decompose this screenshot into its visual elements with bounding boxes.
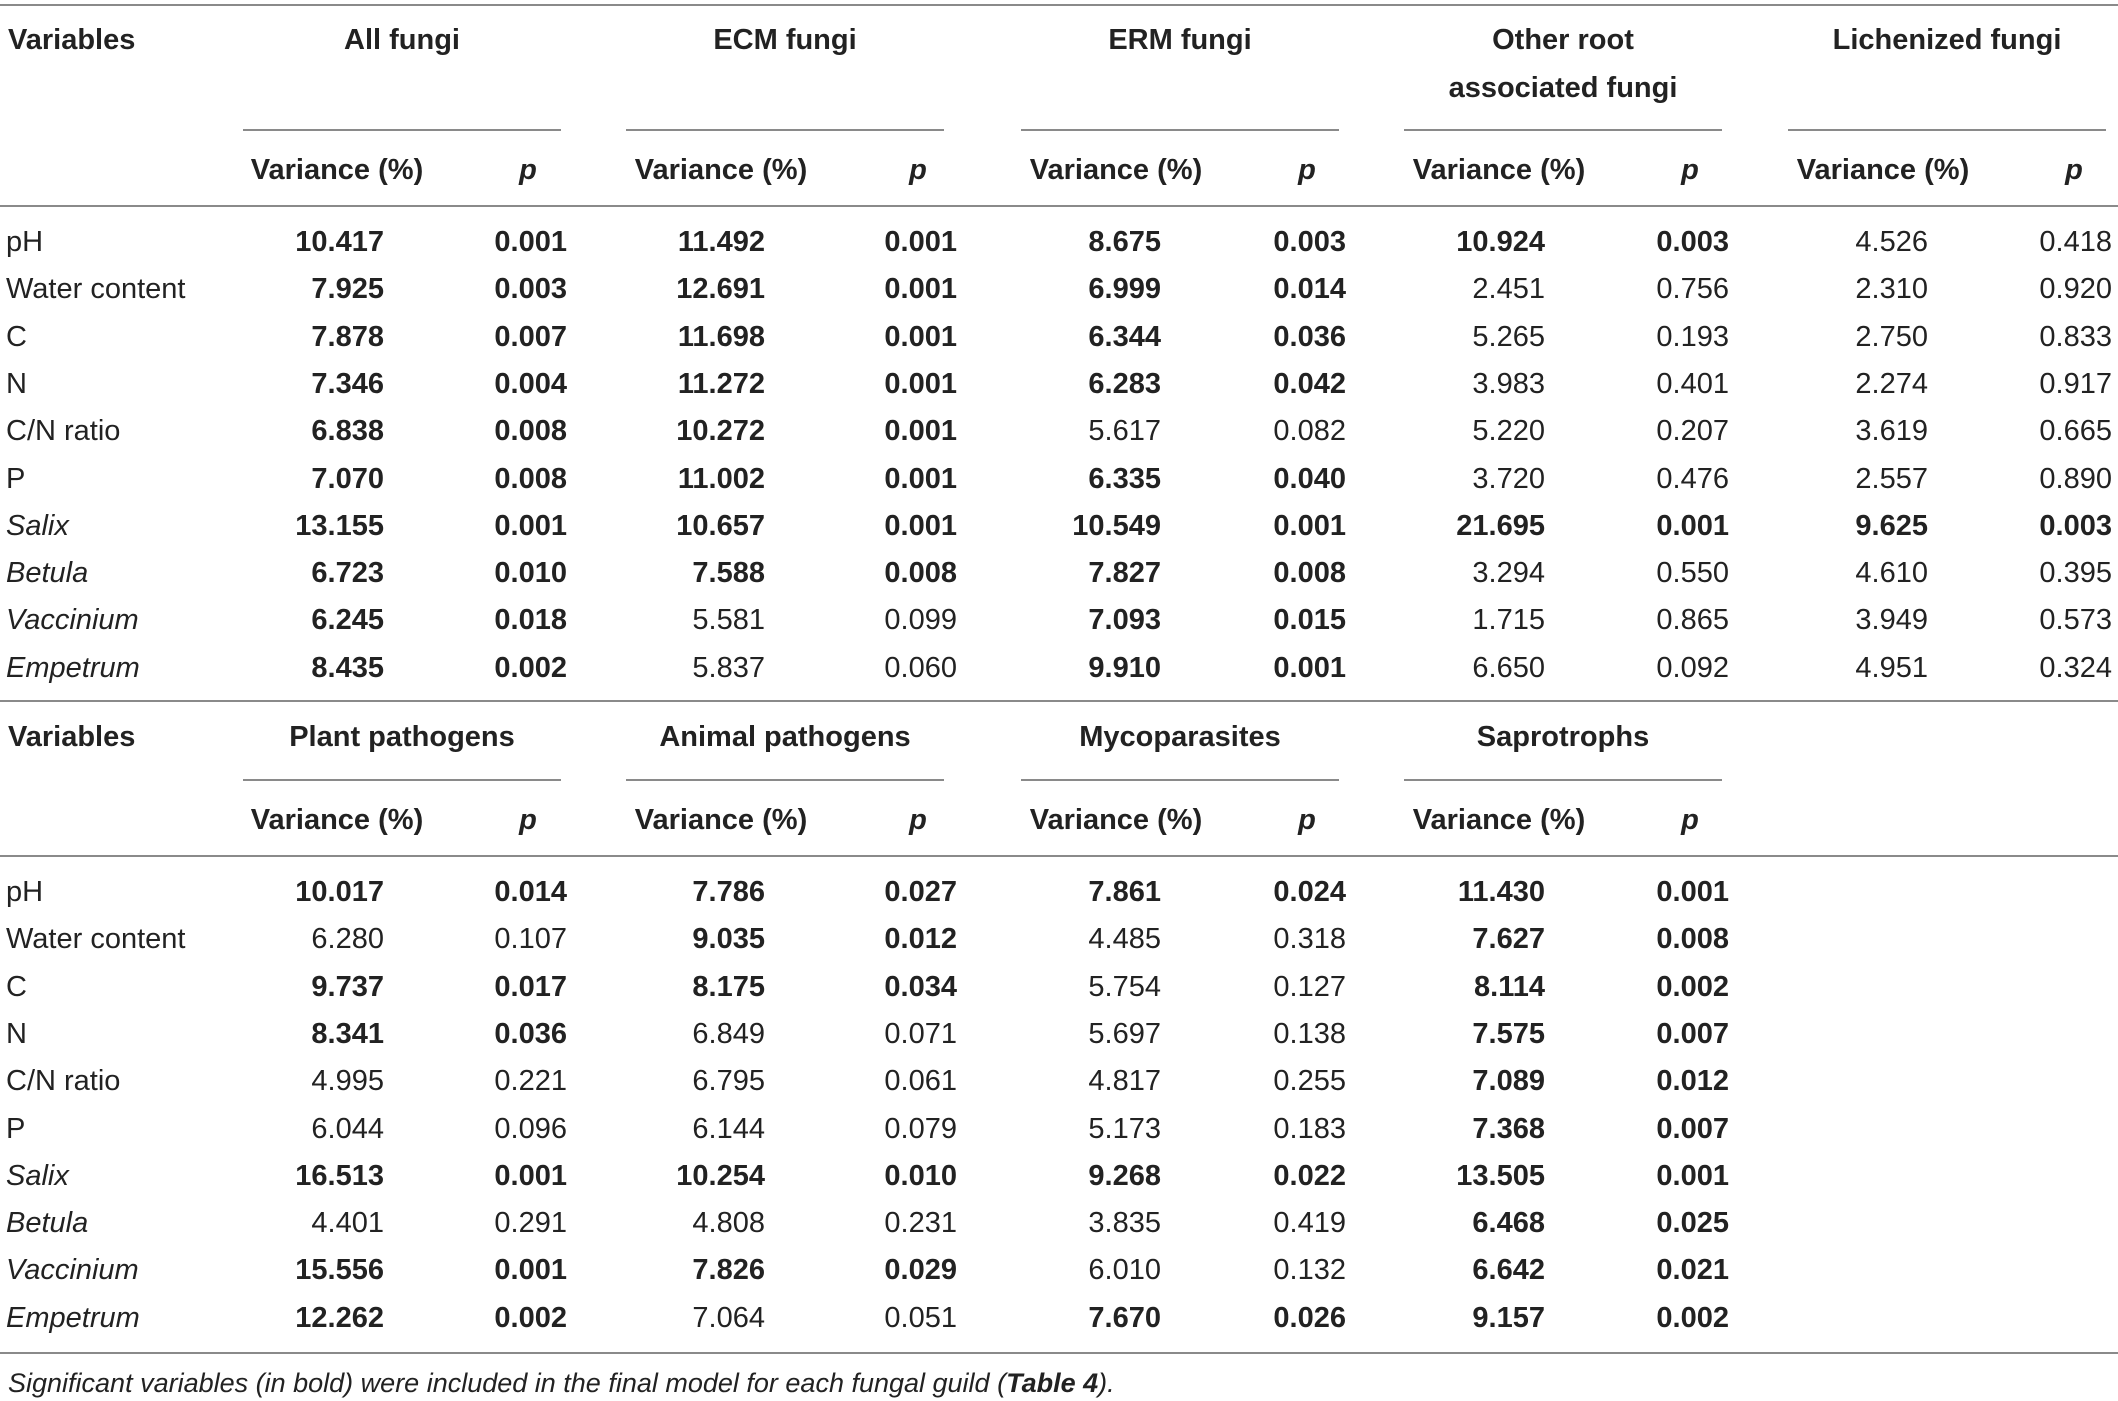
group-header: ERM fungi xyxy=(1108,24,1252,56)
variance-cell: 4.808 xyxy=(692,1207,765,1239)
p-value-cell: 0.001 xyxy=(494,1160,567,1192)
p-value-cell: 0.061 xyxy=(884,1065,957,1097)
variance-cell: 5.173 xyxy=(1088,1113,1161,1145)
section-bottom-rule xyxy=(0,1352,2118,1354)
variance-cell: 3.294 xyxy=(1472,557,1545,589)
p-value-cell: 0.014 xyxy=(494,876,567,908)
p-value-cell: 0.008 xyxy=(1656,923,1729,955)
p-value-cell: 0.865 xyxy=(1656,604,1729,636)
row-label: pH xyxy=(6,876,44,908)
p-value-cell: 0.001 xyxy=(884,273,957,305)
variance-cell: 6.283 xyxy=(1088,368,1161,400)
p-value-cell: 0.401 xyxy=(1656,368,1729,400)
p-value-cell: 0.476 xyxy=(1656,463,1729,495)
variance-subheader: Variance (%) xyxy=(1412,804,1586,836)
p-value-cell: 0.132 xyxy=(1273,1254,1346,1286)
variance-cell: 6.642 xyxy=(1472,1254,1545,1286)
variance-cell: 5.754 xyxy=(1088,971,1161,1003)
p-value-cell: 0.001 xyxy=(494,510,567,542)
group-underline xyxy=(1404,129,1722,131)
p-value-cell: 0.024 xyxy=(1273,876,1346,908)
p-subheader: p xyxy=(2065,154,2083,186)
p-subheader: p xyxy=(1298,154,1316,186)
p-value-cell: 0.036 xyxy=(494,1018,567,1050)
p-value-cell: 0.833 xyxy=(2039,321,2112,353)
variance-cell: 3.619 xyxy=(1855,415,1928,447)
p-value-cell: 0.040 xyxy=(1273,463,1346,495)
variance-cell: 6.144 xyxy=(692,1113,765,1145)
row-label: Empetrum xyxy=(6,1302,140,1334)
variance-cell: 10.549 xyxy=(1072,510,1161,542)
variance-subheader: Variance (%) xyxy=(1796,154,1970,186)
variables-header: Variables xyxy=(8,721,136,753)
p-value-cell: 0.221 xyxy=(494,1065,567,1097)
row-label: Vaccinium xyxy=(6,1254,139,1286)
variance-cell: 6.723 xyxy=(311,557,384,589)
row-label: Vaccinium xyxy=(6,604,139,636)
variance-subheader: Variance (%) xyxy=(250,154,424,186)
row-label: P xyxy=(6,1113,26,1145)
p-subheader: p xyxy=(1681,804,1699,836)
footnote-table-ref: Table 4 xyxy=(1006,1368,1099,1398)
table-top-rule xyxy=(0,4,2118,6)
p-value-cell: 0.920 xyxy=(2039,273,2112,305)
p-value-cell: 0.231 xyxy=(884,1207,957,1239)
variance-cell: 12.262 xyxy=(295,1302,384,1334)
p-value-cell: 0.107 xyxy=(494,923,567,955)
variance-cell: 3.949 xyxy=(1855,604,1928,636)
variance-cell: 4.485 xyxy=(1088,923,1161,955)
p-value-cell: 0.051 xyxy=(884,1302,957,1334)
p-subheader: p xyxy=(1681,154,1699,186)
row-label: C/N ratio xyxy=(6,415,121,447)
group-header: Animal pathogens xyxy=(659,721,911,753)
header-rule xyxy=(0,205,2118,207)
p-value-cell: 0.008 xyxy=(494,415,567,447)
row-label: pH xyxy=(6,226,44,258)
variance-cell: 7.925 xyxy=(311,273,384,305)
variance-cell: 7.093 xyxy=(1088,604,1161,636)
p-value-cell: 0.010 xyxy=(494,557,567,589)
p-value-cell: 0.001 xyxy=(494,226,567,258)
variance-cell: 5.697 xyxy=(1088,1018,1161,1050)
row-label: Empetrum xyxy=(6,652,140,684)
p-value-cell: 0.318 xyxy=(1273,923,1346,955)
variance-cell: 3.720 xyxy=(1472,463,1545,495)
p-value-cell: 0.012 xyxy=(884,923,957,955)
variance-cell: 7.064 xyxy=(692,1302,765,1334)
p-value-cell: 0.890 xyxy=(2039,463,2112,495)
section-bottom-rule xyxy=(0,700,2118,702)
variance-cell: 8.114 xyxy=(1474,971,1545,1003)
p-value-cell: 0.003 xyxy=(1656,226,1729,258)
group-header: Mycoparasites xyxy=(1079,721,1281,753)
variance-cell: 9.737 xyxy=(311,971,384,1003)
p-value-cell: 0.015 xyxy=(1273,604,1346,636)
p-value-cell: 0.001 xyxy=(494,1254,567,1286)
row-label: Betula xyxy=(6,557,89,589)
variance-cell: 10.254 xyxy=(676,1160,765,1192)
variance-cell: 7.070 xyxy=(311,463,384,495)
variance-subheader: Variance (%) xyxy=(634,804,808,836)
p-value-cell: 0.003 xyxy=(1273,226,1346,258)
p-value-cell: 0.291 xyxy=(494,1207,567,1239)
p-subheader: p xyxy=(519,804,537,836)
p-value-cell: 0.014 xyxy=(1273,273,1346,305)
group-underline xyxy=(243,129,561,131)
variance-cell: 7.627 xyxy=(1472,923,1545,955)
variance-cell: 7.368 xyxy=(1472,1113,1545,1145)
group-underline xyxy=(626,129,944,131)
variance-cell: 16.513 xyxy=(295,1160,384,1192)
variance-cell: 4.526 xyxy=(1855,226,1928,258)
p-value-cell: 0.418 xyxy=(2039,226,2112,258)
group-underline xyxy=(626,779,944,781)
p-value-cell: 0.079 xyxy=(884,1113,957,1145)
row-label: C xyxy=(6,321,27,353)
p-value-cell: 0.008 xyxy=(1273,557,1346,589)
p-subheader: p xyxy=(1298,804,1316,836)
variance-subheader: Variance (%) xyxy=(634,154,808,186)
variance-cell: 8.175 xyxy=(692,971,765,1003)
variance-subheader: Variance (%) xyxy=(1029,804,1203,836)
variance-cell: 7.575 xyxy=(1472,1018,1545,1050)
group-underline xyxy=(1021,129,1339,131)
variance-cell: 5.617 xyxy=(1088,415,1161,447)
variance-cell: 6.468 xyxy=(1472,1207,1545,1239)
p-value-cell: 0.018 xyxy=(494,604,567,636)
p-value-cell: 0.419 xyxy=(1273,1207,1346,1239)
variance-cell: 9.910 xyxy=(1088,652,1161,684)
group-underline xyxy=(1788,129,2106,131)
row-label: C xyxy=(6,971,27,1003)
row-label: P xyxy=(6,463,26,495)
p-value-cell: 0.007 xyxy=(1656,1018,1729,1050)
variance-cell: 9.157 xyxy=(1472,1302,1545,1334)
variance-cell: 3.835 xyxy=(1088,1207,1161,1239)
group-header: ECM fungi xyxy=(713,24,857,56)
variance-cell: 5.265 xyxy=(1472,321,1545,353)
p-value-cell: 0.001 xyxy=(1273,510,1346,542)
p-value-cell: 0.001 xyxy=(1656,876,1729,908)
p-value-cell: 0.003 xyxy=(2039,510,2112,542)
variance-cell: 7.089 xyxy=(1472,1065,1545,1097)
p-value-cell: 0.017 xyxy=(494,971,567,1003)
variance-cell: 4.951 xyxy=(1855,652,1928,684)
p-value-cell: 0.127 xyxy=(1273,971,1346,1003)
footnote-text-end: ). xyxy=(1098,1368,1115,1398)
variance-cell: 6.044 xyxy=(311,1113,384,1145)
variance-cell: 10.272 xyxy=(676,415,765,447)
p-value-cell: 0.002 xyxy=(494,652,567,684)
p-value-cell: 0.071 xyxy=(884,1018,957,1050)
p-value-cell: 0.008 xyxy=(884,557,957,589)
variance-subheader: Variance (%) xyxy=(1029,154,1203,186)
p-value-cell: 0.917 xyxy=(2039,368,2112,400)
p-subheader: p xyxy=(519,154,537,186)
p-value-cell: 0.001 xyxy=(884,321,957,353)
p-value-cell: 0.092 xyxy=(1656,652,1729,684)
variance-cell: 7.786 xyxy=(692,876,765,908)
variance-cell: 4.817 xyxy=(1088,1065,1161,1097)
p-value-cell: 0.001 xyxy=(884,510,957,542)
variance-cell: 3.983 xyxy=(1472,368,1545,400)
p-value-cell: 0.007 xyxy=(1656,1113,1729,1145)
p-value-cell: 0.029 xyxy=(884,1254,957,1286)
variance-cell: 2.451 xyxy=(1472,273,1545,305)
p-value-cell: 0.096 xyxy=(494,1113,567,1145)
p-value-cell: 0.138 xyxy=(1273,1018,1346,1050)
variance-cell: 9.035 xyxy=(692,923,765,955)
p-value-cell: 0.550 xyxy=(1656,557,1729,589)
variance-cell: 7.878 xyxy=(311,321,384,353)
p-value-cell: 0.025 xyxy=(1656,1207,1729,1239)
row-label: Water content xyxy=(6,923,186,955)
table-footnote xyxy=(8,1366,1115,1400)
p-value-cell: 0.034 xyxy=(884,971,957,1003)
group-underline xyxy=(1404,779,1722,781)
p-value-cell: 0.003 xyxy=(494,273,567,305)
p-subheader: p xyxy=(909,804,927,836)
variance-cell: 7.588 xyxy=(692,557,765,589)
variance-cell: 5.837 xyxy=(692,652,765,684)
p-value-cell: 0.021 xyxy=(1656,1254,1729,1286)
p-value-cell: 0.010 xyxy=(884,1160,957,1192)
p-value-cell: 0.002 xyxy=(494,1302,567,1334)
variance-cell: 1.715 xyxy=(1472,604,1545,636)
header-rule xyxy=(0,855,2118,857)
variance-cell: 21.695 xyxy=(1456,510,1545,542)
variance-cell: 11.430 xyxy=(1457,876,1545,908)
variance-subheader: Variance (%) xyxy=(1412,154,1586,186)
p-value-cell: 0.001 xyxy=(884,368,957,400)
group-header: Plant pathogens xyxy=(289,721,515,753)
variance-cell: 7.826 xyxy=(692,1254,765,1286)
variance-cell: 10.017 xyxy=(295,876,384,908)
variance-cell: 8.675 xyxy=(1088,226,1161,258)
variance-cell: 2.274 xyxy=(1855,368,1928,400)
group-header: Other root xyxy=(1492,24,1634,56)
footnote-text: Significant variables (in bold) were included in the final model for each fungal guild ( xyxy=(8,1368,1007,1398)
variance-cell: 4.610 xyxy=(1855,557,1928,589)
variance-cell: 6.344 xyxy=(1088,321,1161,353)
variables-header: Variables xyxy=(8,24,136,56)
p-value-cell: 0.001 xyxy=(884,463,957,495)
group-underline xyxy=(1021,779,1339,781)
variance-cell: 13.505 xyxy=(1456,1160,1545,1192)
p-value-cell: 0.042 xyxy=(1273,368,1346,400)
row-label: Betula xyxy=(6,1207,89,1239)
variance-cell: 13.155 xyxy=(295,510,384,542)
variance-cell: 6.999 xyxy=(1088,273,1161,305)
variance-cell: 2.750 xyxy=(1855,321,1928,353)
variance-cell: 8.341 xyxy=(311,1018,384,1050)
variance-cell: 10.924 xyxy=(1456,226,1545,258)
p-value-cell: 0.665 xyxy=(2039,415,2112,447)
variance-cell: 6.838 xyxy=(311,415,384,447)
variance-cell: 5.220 xyxy=(1472,415,1545,447)
variance-cell: 12.691 xyxy=(676,273,765,305)
p-value-cell: 0.193 xyxy=(1656,321,1729,353)
variance-cell: 6.280 xyxy=(311,923,384,955)
p-value-cell: 0.002 xyxy=(1656,1302,1729,1334)
row-label: Salix xyxy=(6,1160,69,1192)
variance-cell: 10.657 xyxy=(676,510,765,542)
variance-cell: 11.002 xyxy=(677,463,765,495)
variance-cell: 10.417 xyxy=(295,226,384,258)
group-underline xyxy=(243,779,561,781)
variance-cell: 15.556 xyxy=(295,1254,384,1286)
p-value-cell: 0.395 xyxy=(2039,557,2112,589)
p-value-cell: 0.060 xyxy=(884,652,957,684)
row-label: N xyxy=(6,1018,27,1050)
group-header: associated fungi xyxy=(1448,72,1678,104)
p-value-cell: 0.001 xyxy=(1656,1160,1729,1192)
p-value-cell: 0.004 xyxy=(494,368,567,400)
variance-cell: 2.557 xyxy=(1855,463,1928,495)
variance-cell: 6.849 xyxy=(692,1018,765,1050)
variance-cell: 8.435 xyxy=(311,652,384,684)
p-value-cell: 0.012 xyxy=(1656,1065,1729,1097)
variance-cell: 11.272 xyxy=(677,368,765,400)
p-value-cell: 0.183 xyxy=(1273,1113,1346,1145)
variance-cell: 4.401 xyxy=(311,1207,384,1239)
row-label: Salix xyxy=(6,510,69,542)
p-value-cell: 0.027 xyxy=(884,876,957,908)
p-value-cell: 0.002 xyxy=(1656,971,1729,1003)
p-value-cell: 0.008 xyxy=(494,463,567,495)
variance-cell: 11.492 xyxy=(677,226,765,258)
p-value-cell: 0.099 xyxy=(884,604,957,636)
variance-cell: 6.335 xyxy=(1088,463,1161,495)
row-label: C/N ratio xyxy=(6,1065,121,1097)
p-value-cell: 0.082 xyxy=(1273,415,1346,447)
variance-cell: 7.827 xyxy=(1088,557,1161,589)
variance-cell: 9.268 xyxy=(1088,1160,1161,1192)
p-value-cell: 0.026 xyxy=(1273,1302,1346,1334)
group-header: Lichenized fungi xyxy=(1832,24,2062,56)
p-value-cell: 0.007 xyxy=(494,321,567,353)
variance-cell: 6.245 xyxy=(311,604,384,636)
group-header: All fungi xyxy=(344,24,460,56)
variance-cell: 6.650 xyxy=(1472,652,1545,684)
p-value-cell: 0.573 xyxy=(2039,604,2112,636)
variance-cell: 2.310 xyxy=(1855,273,1928,305)
p-value-cell: 0.001 xyxy=(884,226,957,258)
p-value-cell: 0.036 xyxy=(1273,321,1346,353)
variance-cell: 7.861 xyxy=(1088,876,1161,908)
variance-subheader: Variance (%) xyxy=(250,804,424,836)
variance-cell: 5.581 xyxy=(692,604,765,636)
variance-cell: 7.670 xyxy=(1088,1302,1161,1334)
p-value-cell: 0.001 xyxy=(884,415,957,447)
p-value-cell: 0.255 xyxy=(1273,1065,1346,1097)
p-value-cell: 0.324 xyxy=(2039,652,2112,684)
group-header: Saprotrophs xyxy=(1476,721,1650,753)
variance-cell: 11.698 xyxy=(677,321,765,353)
variance-cell: 7.346 xyxy=(311,368,384,400)
p-subheader: p xyxy=(909,154,927,186)
p-value-cell: 0.756 xyxy=(1656,273,1729,305)
variance-cell: 9.625 xyxy=(1855,510,1928,542)
p-value-cell: 0.207 xyxy=(1656,415,1729,447)
p-value-cell: 0.001 xyxy=(1656,510,1729,542)
p-value-cell: 0.022 xyxy=(1273,1160,1346,1192)
row-label: N xyxy=(6,368,27,400)
variance-cell: 4.995 xyxy=(311,1065,384,1097)
variance-cell: 6.795 xyxy=(692,1065,765,1097)
variance-cell: 6.010 xyxy=(1088,1254,1161,1286)
p-value-cell: 0.001 xyxy=(1273,652,1346,684)
row-label: Water content xyxy=(6,273,186,305)
